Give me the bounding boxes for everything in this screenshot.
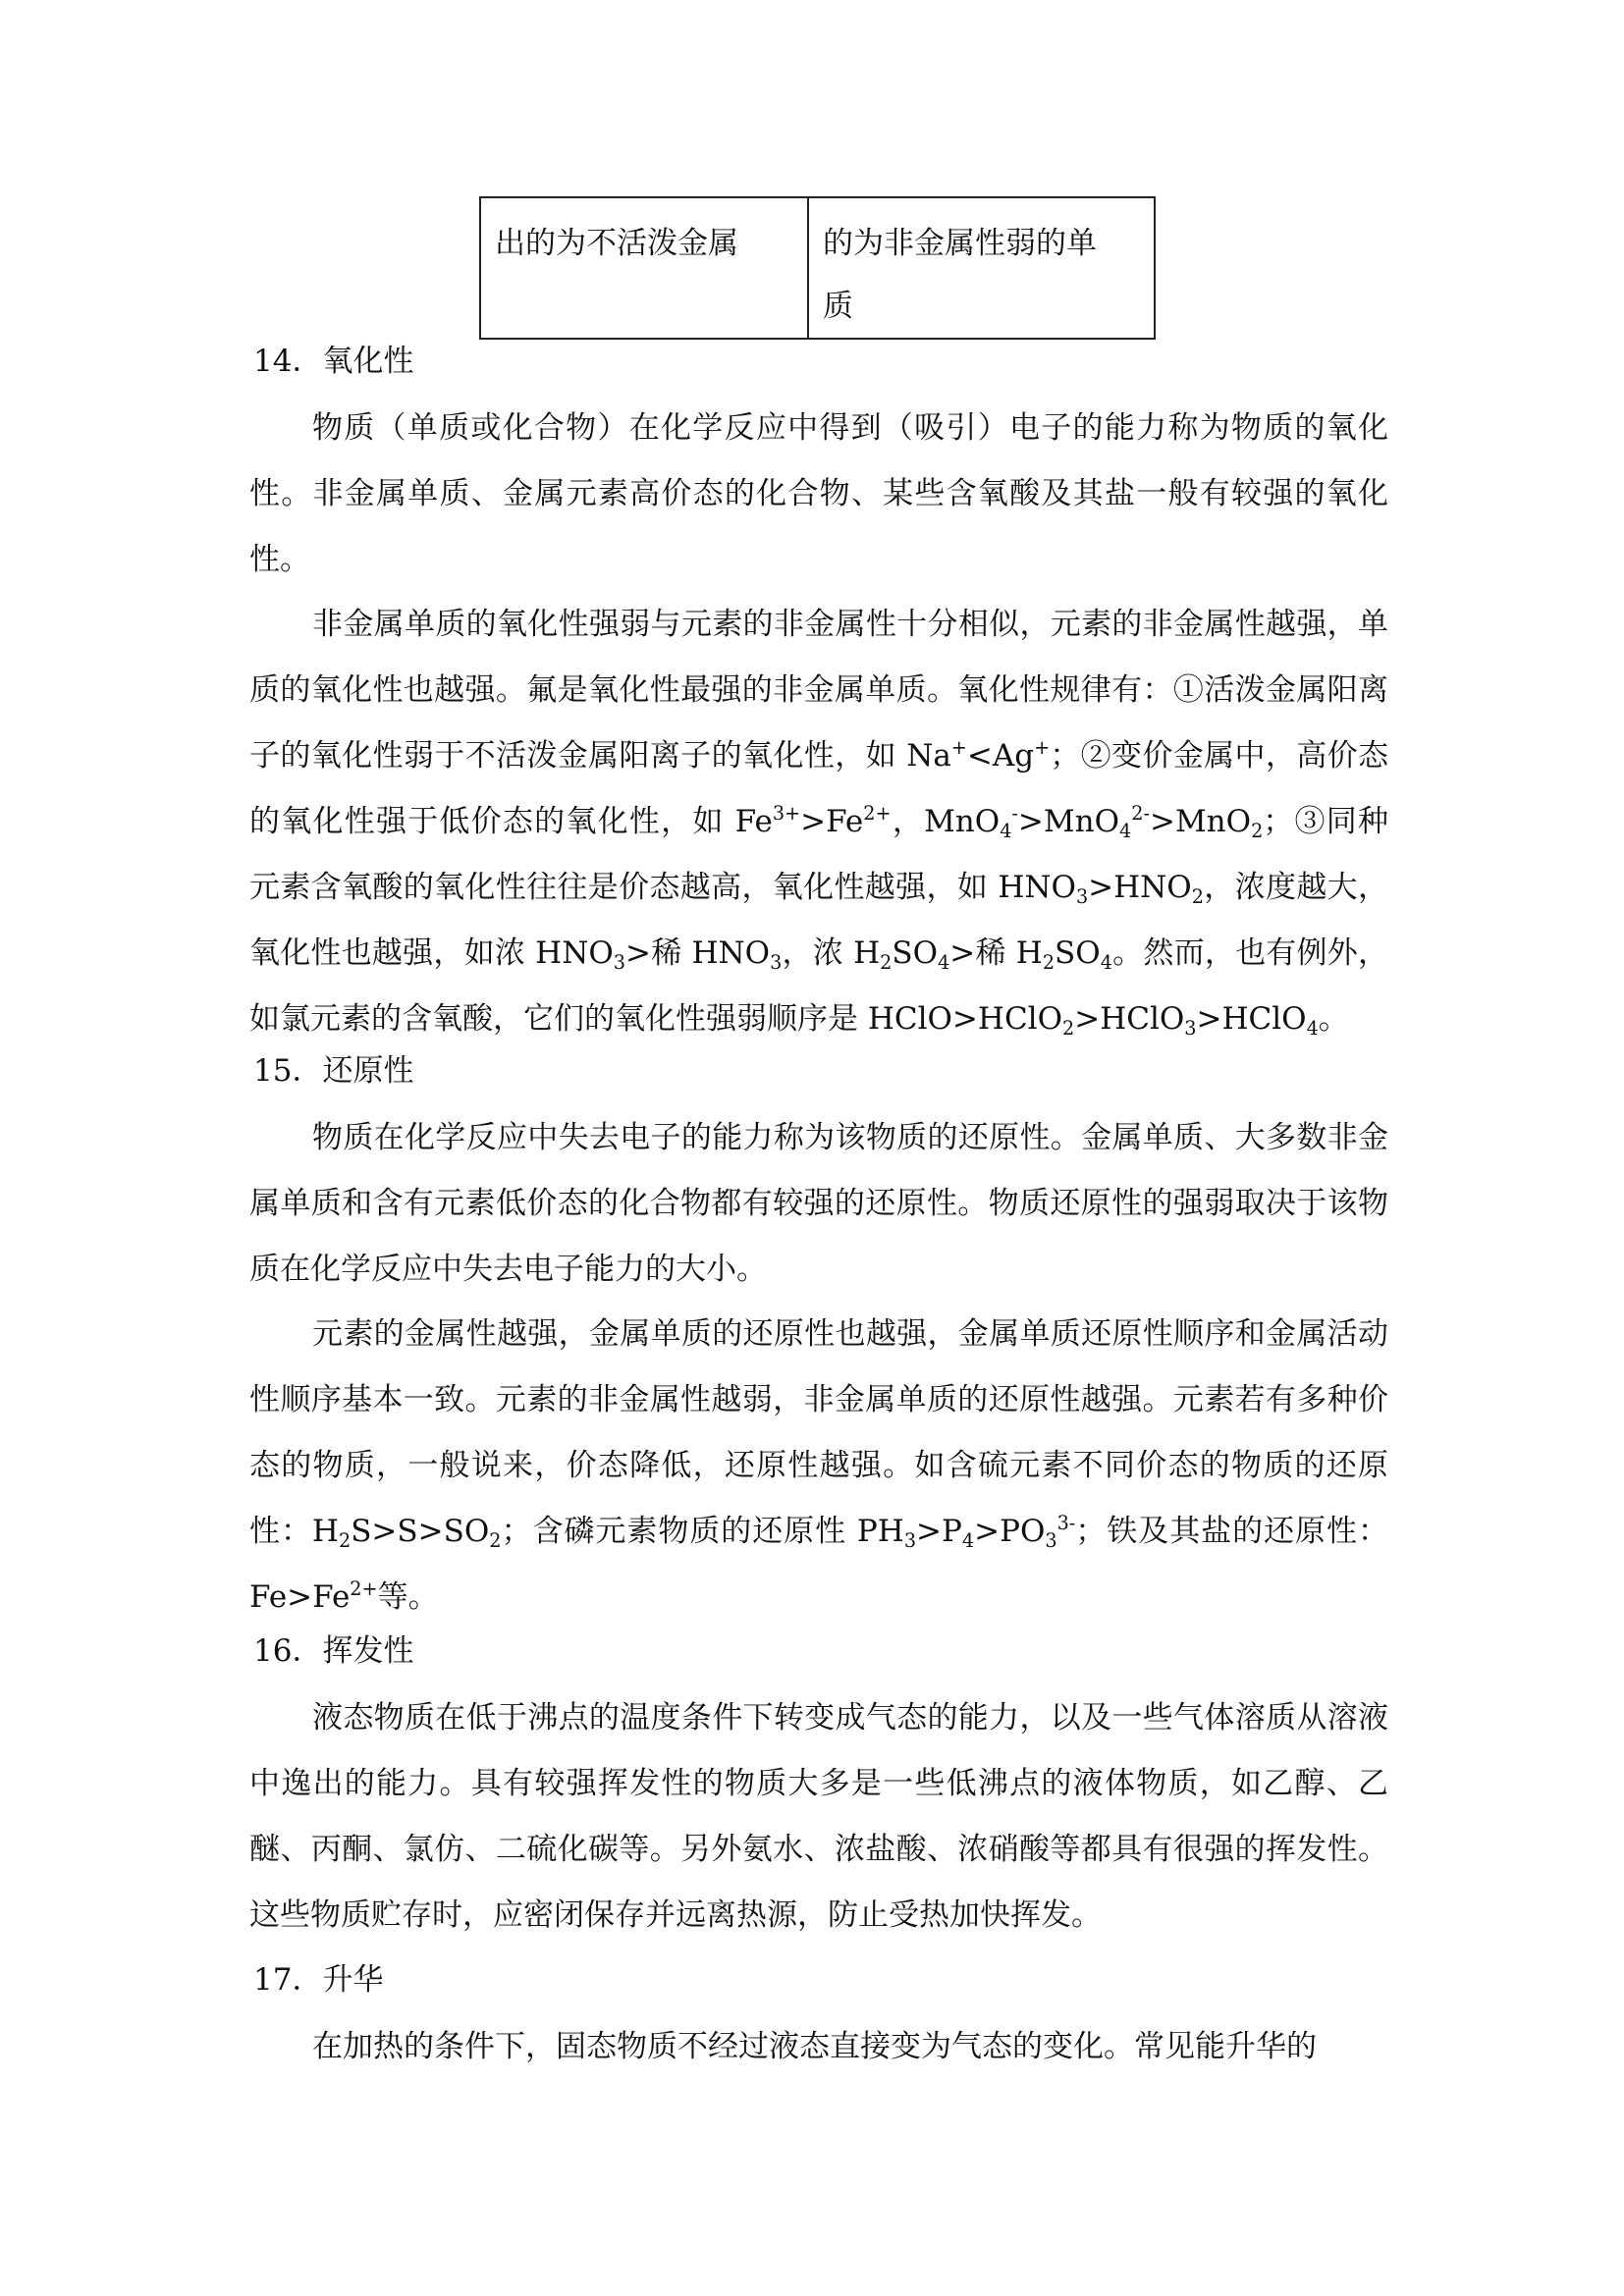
paragraph-reducing-definition: 物质在化学反应中失去电子的能力称为该物质的还原性。金属单质、大多数非金属单质和含有元素低价态的化合物都有较强的还原性。物质还原性的强弱取决于该物质在化学反应中失去电子能力的大小。 [249, 1120, 1388, 1287]
paragraph-reducing-rules: 元素的金属性越强，金属单质的还原性也越强，金属单质还原性顺序和金属活动性顺序基本一致。元素的非金属性越弱，非金属单质的还原性越强。元素若有多种价态的物质，一般说来，价态降低，还原性越强。如含硫元素不同价态的物质的还原性：$H_2S>S>SO_2$；含磷元素物质的还原性 $PH_3>P_4>PO_3^{3-}$；铁及其盐的还原性：$Fe>Fe^{2+}$等。 [249, 1316, 1388, 1615]
paragraph-volatility: 液态物质在低于沸点的温度条件下转变成气态的能力，以及一些气体溶质从溶液中逸出的能力。具有较强挥发性的物质大多是一些低沸点的液体物质，如乙醇、乙醚、丙酮、氯仿、二硫化碳等。另外氨水、浓盐酸、浓硝酸等都具有很强的挥发性。这些物质贮存时，应密闭保存并远离热源，防止受热加快挥发。 [249, 1700, 1388, 1933]
paragraph-oxidizing-rules: 非金属单质的氧化性强弱与元素的非金属性十分相似，元素的非金属性越强，单质的氧化性也越强。氟是氧化性最强的非金属单质。氧化性规律有：①活泼金属阳离子的氧化性弱于不活泼金属阳离子的氧化性，如 Na+<Ag+；②变价金属中，高价态的氧化性强于低价态的氧化性，如 $Fe^{3+}>Fe^{2+}$，MnO$_4$->MnO$_4^{2-}$>MnO$_2$；③同种元素含氧酸的氧化性往往是价态越高，氧化性越强，如 $HNO_3>HNO_2$，浓度越大，氧化性也越强，如浓 $HNO_3>$稀 $HNO_3$，浓 $H_2SO_4>$稀 $H_2SO_4$。然而，也有例外，如氯元素的含氧酸，它们的氧化性强弱顺序是 HClO>HClO$_2$>HClO$_3$>HClO$_4$。 [249, 607, 1389, 1040]
table-cell-text: 的为非金属性弱的单 [823, 226, 1097, 261]
table-cell-text: 质 [823, 289, 853, 324]
section-heading-17: 17．升华 [253, 1962, 384, 1998]
table-row [480, 197, 1155, 339]
table-cell-right [808, 197, 1155, 339]
paragraph-sublimation: 在加热的条件下，固态物质不经过液态直接变为气态的变化。常见能升华的 [312, 2029, 1317, 2064]
paragraph-oxidizing-definition: 物质（单质或化合物）在化学反应中得到（吸引）电子的能力称为物质的氧化性。非金属单质、金属元素高价态的化合物、某些含氧酸及其盐一般有较强的氧化性。 [249, 410, 1388, 577]
section-heading-15: 15．还原性 [253, 1053, 414, 1089]
table-cell-text: 出的为不活泼金属 [495, 226, 738, 261]
section-heading-16: 16．挥发性 [253, 1633, 414, 1669]
section-heading-14: 14．氧化性 [253, 344, 414, 379]
table-cell-left [480, 197, 808, 339]
continued-comparison-table [479, 196, 1156, 340]
